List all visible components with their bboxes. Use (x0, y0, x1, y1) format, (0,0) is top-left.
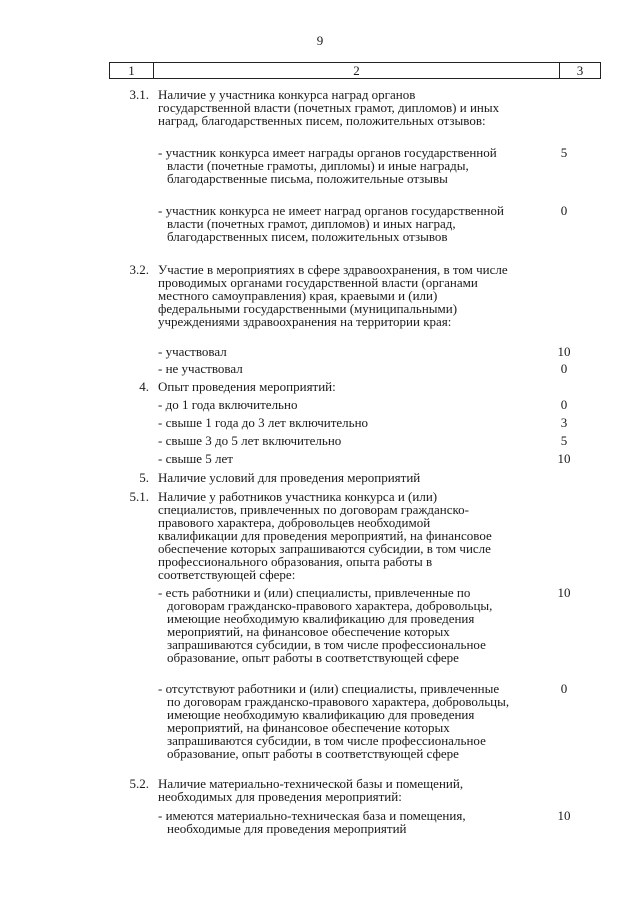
row-text: - отсутствуют работники и (или) специалисты, привлеченные по договорам гражданско-правового характера, добровольцы, имеющие необходимую квалификацию для проведения мероприятий, на финансовое обеспечение которых запрашиваются субсидии, в том числе профессиональное образование, опыт работы в соответствующей сфере (158, 681, 510, 761)
row-text: - свыше 5 лет (158, 451, 233, 466)
row-score: 0 (560, 397, 568, 412)
table-header (109, 62, 601, 79)
row-text: - не участвовал (158, 361, 243, 376)
row-number: 5. (139, 470, 149, 485)
row-score: 10 (557, 585, 571, 600)
page-number: 9 (316, 33, 324, 48)
row-number: 5.2. (129, 776, 149, 791)
row-text: - свыше 3 до 5 лет включительно (158, 433, 342, 448)
row-text: - участник конкурса не имеет наград органов государственной власти (почетных грамот, дипломов) и иных наград, благодарственных писем, положительных отзывов (158, 203, 504, 244)
header-col-2: 2 (154, 63, 560, 78)
row-score: 0 (560, 203, 568, 218)
row-score: 0 (560, 681, 568, 696)
row-text: Наличие условий для проведения мероприятий (158, 470, 421, 485)
row-text: Наличие у участника конкурса наград органов государственной власти (почетных грамот, дипломов) и иных наград, благодарственных писем, положительных отзывов: (158, 87, 500, 128)
row-text: - участник конкурса имеет награды органов государственной власти (почетные грамоты, дипломы) и иные награды, благодарственные письма, положительные отзывы (158, 145, 497, 186)
row-text: Опыт проведения мероприятий: (158, 379, 336, 394)
header-col-3: 3 (576, 62, 584, 78)
row-text: - имеются материально-техническая база и помещения, необходимые для проведения мероприятий (158, 808, 466, 836)
row-text: - участвовал (158, 344, 227, 359)
row-score: 5 (560, 145, 568, 160)
row-text: Наличие у работников участника конкурса и (или) специалистов, привлеченных по договорам гражданско-правового характера, добровольцев необходимой квалификации для проведения мероприятий, на финансовое обеспечение которых запрашиваются субсидии, в том числе профессионального образования, опыта работы в соответствующей сфере: (158, 489, 492, 582)
row-text: - есть работники и (или) специалисты, привлеченные по договорам гражданско-правового характера, добровольцы, имеющие необходимую квалификацию для проведения мероприятий, на финансовое обеспечение которых запрашиваются субсидии, в том числе профессиональное образование, опыт работы в соответствующей сфере (158, 585, 493, 665)
row-score: 3 (560, 415, 568, 430)
row-score: 5 (560, 433, 568, 448)
row-number: 5.1. (129, 489, 149, 504)
row-text: - свыше 1 года до 3 лет включительно (158, 415, 369, 430)
row-score: 10 (557, 808, 571, 823)
row-text: Наличие материально-технической базы и помещений, необходимых для проведения мероприятий: (158, 776, 464, 804)
row-number: 3.2. (129, 262, 149, 277)
row-number: 3.1. (129, 87, 149, 102)
row-score: 10 (557, 451, 571, 466)
row-score: 0 (560, 361, 568, 376)
row-number: 4. (139, 379, 149, 394)
row-text: - до 1 года включительно (158, 397, 298, 412)
header-col-1: 1 (110, 63, 154, 78)
row-text: Участие в мероприятиях в сфере здравоохранения, в том числе проводимых органами государственной власти (органами местного самоуправления) края, краевыми и (или) федеральными государственными (муниципальными) учреждениями здравоохранения на территории края: (158, 262, 508, 329)
row-score: 10 (557, 344, 571, 359)
